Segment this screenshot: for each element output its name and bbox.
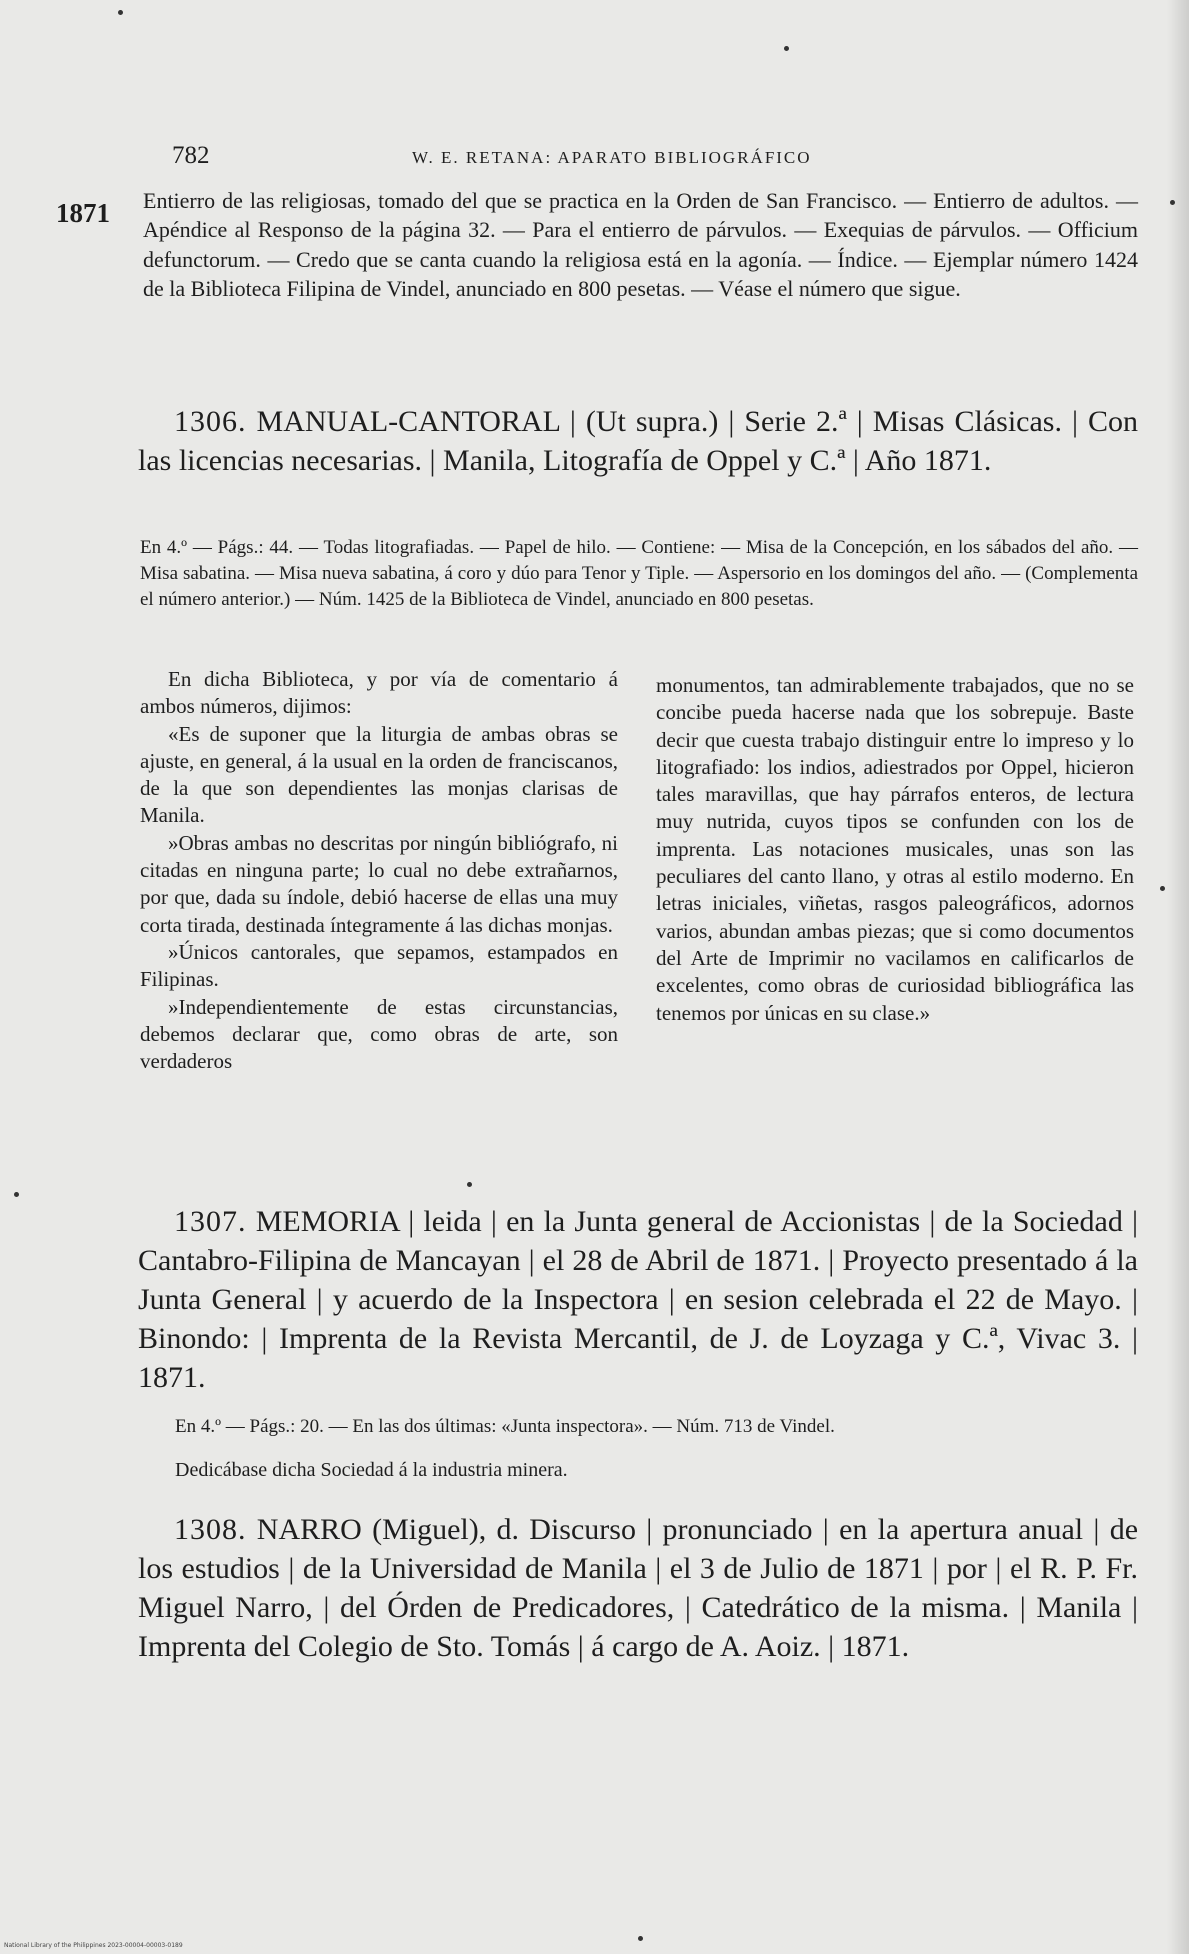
commentary-paragraph: »Únicos cantorales, que sepamos, estampados en Filipinas. [140, 939, 618, 992]
speck [638, 1936, 643, 1941]
speck [467, 1182, 472, 1187]
running-head [172, 142, 912, 172]
commentary-paragraph: «Es de suponer que la liturgia de ambas obras se ajuste, en general, á la usual en la orden de franciscanos, de la que son dependientes las monjas clarisas de Manila. [140, 721, 618, 828]
scan-credit: National Library of the Philippines 2023-00004-00003-0189 [4, 1942, 183, 1949]
commentary-left-column [140, 666, 618, 1075]
entry-1306 [138, 402, 1138, 480]
entry-1307-notes: En 4.º — Págs.: 20. — En las dos últimas: «Junta inspectora». — Núm. 713 de Vindel. [175, 1416, 835, 1437]
speck [784, 46, 789, 51]
intro-paragraph: Entierro de las religiosas, tomado del que se practica en la Orden de San Francisco. — Entierro de adultos. — Apéndice al Responso de la página 32. — Para el entierro de párvulos. — Exequias de párvulos. — Officium defunctorum. — Credo que se canta cuando la religiosa está en la agonía. — Índice. — Ejemplar número 1424 de la Biblioteca Filipina de Vindel, anunciado en 800 pesetas. — Véase el número que sigue. [143, 188, 1138, 301]
commentary-paragraph: »Independientemente de estas circunstancias, debemos declarar que, como obras de arte, son verdaderos [140, 994, 618, 1074]
commentary-paragraph: monumentos, tan admirablemente trabajados, que no se concibe pueda hacerse nada que los sobrepuje. Baste decir que cuesta trabajo distinguir entre lo impreso y lo litografiado: los indios, adiestrados por Oppel, hicieron tales maravillas, que hay párrafos enteros, de lectura muy nutrida, cuyos tipos se confunden con los de imprenta. Las notaciones musicales, unas son las peculiares del canto llano, y otras al estilo moderno. En letras iniciales, viñetas, rasgos paleográficos, adornos varios, abundan ambas piezas; que si como documentos del Arte de Imprimir no vacilamos en calificarlos de excelentes, como obras de curiosidad bibliográfica las tenemos por únicas en su clase.» [656, 673, 1134, 1025]
entry-title: NARRO (Miguel), d. Discurso | pronunciado | en la apertura anual | de los estudios | de la Universidad de Manila | el 3 de Julio de 1871 | por | el R. P. Fr. Miguel Narro, | del Órden de Predicadores, | Catedrático de la misma. | Manila | Imprenta del Colegio de Sto. Tomás | á cargo de A. Aoiz. | 1871. [138, 1513, 1139, 1663]
entry-title: MEMORIA | leida | en la Junta general de Accionistas | de la Sociedad | Cantabro-Filipina de Mancayan | el 28 de Abril de 1871. | Proyecto presentado á la Junta General | y acuerdo de la Inspectora | en sesion celebrada el 22 de Mayo. | Binondo: | Imprenta de la Revista Mercantil, de J. de Loyzaga y C.ª, Vivac 3. | 1871. [138, 1205, 1139, 1394]
running-title: W. E. RETANA: APARATO BIBLIOGRÁFICO [412, 148, 812, 167]
margin-year: 1871 [56, 198, 110, 228]
page-edge-shadow [1167, 0, 1189, 1954]
speck [118, 10, 123, 15]
speck [1160, 886, 1165, 891]
entry-1307 [138, 1202, 1138, 1397]
commentary-paragraph: »Obras ambas no descritas por ningún bibliógrafo, ni citadas en ninguna parte; lo cual no debe extrañarnos, por que, dada su índole, debió hacerse de ellas una muy corta tirada, destinada íntegramente á las dichas monjas. [140, 830, 618, 937]
speck [1170, 200, 1175, 205]
entry-number: 1306. [174, 405, 247, 438]
page-number: 782 [172, 142, 210, 169]
entry-number: 1307. [174, 1205, 247, 1238]
commentary-right-column [656, 672, 1134, 1027]
entry-1307-remark: Dedicábase dicha Sociedad á la industria minera. [175, 1459, 568, 1481]
entry-1308 [138, 1510, 1138, 1666]
speck [14, 1192, 19, 1197]
entry-title: MANUAL-CANTORAL | (Ut supra.) | Serie 2.ª | Misas Clásicas. | Con las licencias necesarias. | Manila, Litografía de Oppel y C.ª | Año 1871. [138, 405, 1139, 477]
entry-number: 1308. [174, 1513, 247, 1546]
commentary-paragraph: En dicha Biblioteca, y por vía de comentario á ambos números, dijimos: [140, 667, 618, 719]
entry-1306-notes: En 4.º — Págs.: 44. — Todas litografiadas. — Papel de hilo. — Contiene: — Misa de la Concepción, en los sábados del año. — Misa sabatina. — Misa nueva sabatina, á coro y dúo para Tenor y Tiple. — Aspersorio en los domingos del año. — (Complementa el número anterior.) — Núm. 1425 de la Biblioteca de Vindel, anunciado en 800 pesetas. [140, 537, 1138, 610]
